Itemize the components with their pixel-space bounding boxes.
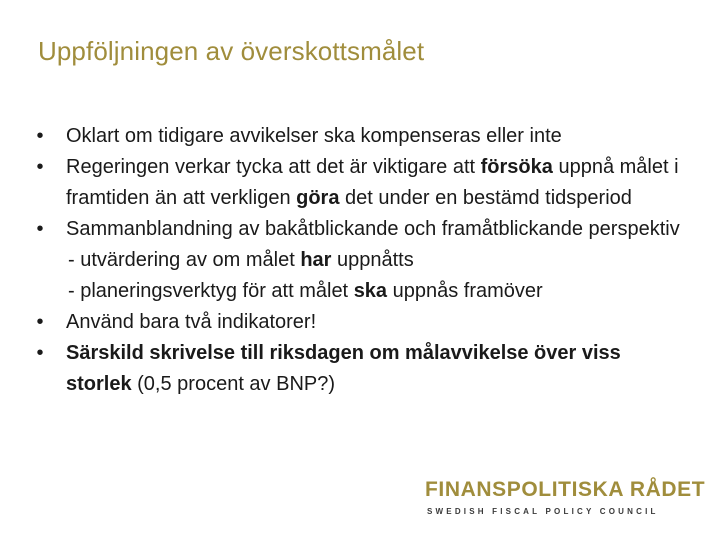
text-span: uppnå målet i framtiden än att verkligen	[66, 156, 679, 209]
logo-name: FINANSPOLITISKA RÅDET	[425, 478, 706, 501]
bold-text: Särskild skrivelse till riksdagen om målavvikelse över viss storlek	[66, 342, 621, 395]
bullet-text	[66, 342, 621, 395]
bullet-marker: •	[36, 125, 44, 147]
text-span: Oklart om tidigare avvikelser ska kompenseras eller inte	[66, 125, 562, 147]
bullet-list	[30, 121, 690, 400]
bullet-marker: •	[36, 218, 44, 240]
text-span: - utvärdering av om målet	[68, 249, 301, 271]
bullet-marker: •	[36, 311, 44, 333]
bold-text: ska	[353, 280, 388, 302]
text-span: uppnås framöver	[387, 280, 543, 302]
bullet-item	[30, 338, 690, 400]
text-span: (0,5 procent av BNP?)	[131, 373, 336, 395]
bullet-marker: •	[36, 156, 44, 178]
bold-text: göra	[296, 187, 340, 209]
logo	[425, 478, 706, 518]
text-span: Sammanblandning av bakåtblickande och framåtblickande perspektiv	[66, 218, 680, 240]
bullet-text	[66, 311, 316, 333]
bold-text: har	[300, 249, 332, 271]
bullet-text	[66, 218, 680, 240]
sub-item	[30, 276, 690, 307]
text-span: Regeringen verkar tycka att det är viktigare att	[66, 156, 481, 178]
bullet-item	[30, 214, 690, 245]
bullet-item	[30, 152, 690, 214]
slide-title: Uppföljningen av överskottsmålet	[38, 36, 425, 66]
text-span: det under en bestämd tidsperiod	[339, 187, 632, 209]
logo-tagline: SWEDISH FISCAL POLICY COUNCIL	[427, 507, 659, 516]
sub-item	[30, 245, 690, 276]
bold-text: försöka	[480, 156, 553, 178]
bullet-marker: •	[36, 342, 44, 364]
text-span: Använd bara två indikatorer!	[66, 311, 317, 333]
bullet-text	[66, 125, 562, 147]
bullet-item	[30, 307, 690, 338]
bullet-item	[30, 121, 690, 152]
bullet-text	[66, 156, 679, 209]
text-span: uppnåtts	[331, 249, 414, 271]
text-span: - planeringsverktyg för att målet	[68, 280, 354, 302]
